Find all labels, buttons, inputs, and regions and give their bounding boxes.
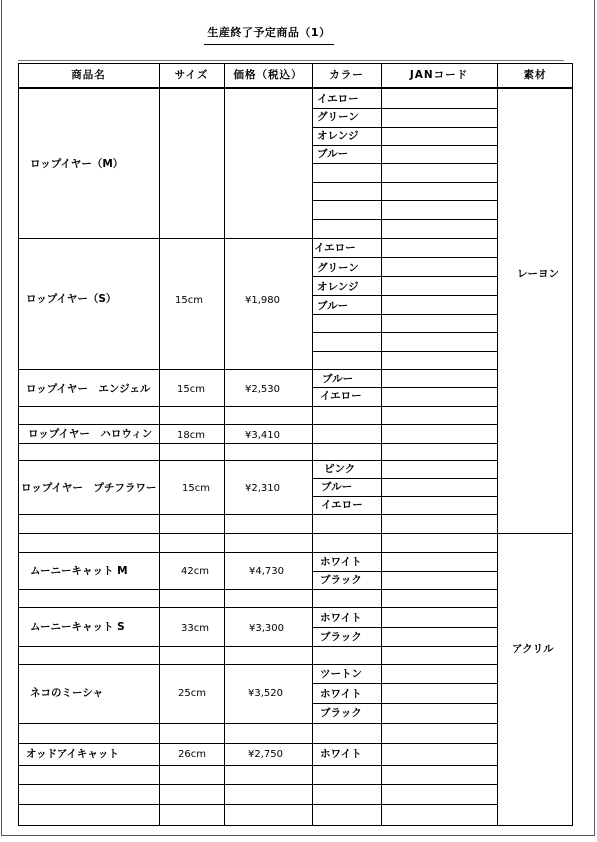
table-border-left bbox=[18, 63, 19, 826]
product-price: ¥3,520 bbox=[248, 688, 283, 699]
header-jan: JANコード bbox=[409, 69, 469, 81]
color-cell: ブルー bbox=[322, 373, 354, 385]
product-size: 26cm bbox=[178, 749, 206, 760]
product-price: ¥4,730 bbox=[249, 566, 284, 577]
row-sep bbox=[18, 723, 497, 724]
product-price: ¥1,980 bbox=[245, 295, 280, 306]
color-cell: グリーン bbox=[317, 111, 359, 123]
product-name: ロップイヤー プチフラワー bbox=[21, 482, 157, 494]
row-sep bbox=[18, 514, 497, 515]
sub-row-line bbox=[312, 257, 497, 258]
row-sep bbox=[18, 369, 497, 370]
header-size: サイズ bbox=[174, 69, 209, 81]
color-cell: オレンジ bbox=[317, 281, 359, 293]
product-size: 18cm bbox=[177, 430, 205, 441]
sub-row-line bbox=[312, 295, 497, 296]
table-border-bottom bbox=[18, 825, 572, 826]
material-acrylic: アクリル bbox=[512, 643, 554, 655]
row-sep bbox=[18, 589, 497, 590]
color-cell: ホワイト bbox=[320, 556, 362, 568]
product-price: ¥2,750 bbox=[248, 749, 283, 760]
sub-row-line bbox=[18, 552, 497, 553]
row-sep bbox=[18, 664, 497, 665]
sub-row-line bbox=[312, 496, 497, 497]
material-rayon: レーヨン bbox=[517, 268, 559, 280]
sub-row-line bbox=[312, 219, 497, 220]
sub-row-line bbox=[312, 276, 497, 277]
table-border-right bbox=[572, 63, 573, 826]
color-cell: ブラック bbox=[320, 631, 362, 643]
sub-row-line bbox=[312, 683, 497, 684]
product-size: 25cm bbox=[178, 688, 206, 699]
sub-row-line bbox=[312, 314, 497, 315]
sub-row-line bbox=[312, 387, 497, 388]
product-name: ムーニーキャット S bbox=[30, 621, 125, 633]
product-size: 33cm bbox=[181, 623, 209, 634]
color-cell: イエロー bbox=[321, 499, 363, 511]
row-sep bbox=[18, 743, 497, 744]
row-sep bbox=[18, 238, 497, 239]
sub-row-line bbox=[312, 478, 497, 479]
sub-row-line bbox=[312, 332, 497, 333]
color-cell: オレンジ bbox=[317, 130, 359, 142]
product-price: ¥2,530 bbox=[245, 384, 280, 395]
sub-row-line bbox=[312, 571, 497, 572]
color-cell: ピンク bbox=[324, 463, 356, 475]
color-cell: ツートン bbox=[320, 668, 362, 680]
sub-row-line bbox=[312, 127, 497, 128]
product-size: 15cm bbox=[175, 295, 203, 306]
sub-row-line bbox=[312, 351, 497, 352]
color-cell: イエロー bbox=[320, 390, 362, 402]
product-name: ムーニーキャット M bbox=[30, 565, 128, 577]
sub-row-line bbox=[312, 145, 497, 146]
col-divider-jan bbox=[381, 63, 382, 826]
sub-row-line bbox=[312, 627, 497, 628]
header-material: 素材 bbox=[523, 69, 547, 81]
color-cell: ブルー bbox=[317, 148, 349, 160]
col-divider-price bbox=[224, 63, 225, 826]
row-sep bbox=[18, 460, 497, 461]
sub-row-line bbox=[312, 108, 497, 109]
row-sep bbox=[18, 406, 497, 407]
header-price: 価格（税込） bbox=[233, 69, 303, 81]
color-cell: ブラック bbox=[320, 574, 362, 586]
color-cell: イエロー bbox=[317, 93, 359, 105]
product-name: ロップイヤー（S） bbox=[26, 293, 117, 305]
color-cell: グリーン bbox=[317, 262, 359, 274]
row-sep bbox=[18, 646, 497, 647]
page-title: 生産終了予定商品（1） bbox=[204, 24, 334, 45]
row-sep bbox=[18, 424, 497, 425]
col-divider-material bbox=[497, 63, 498, 826]
row-sep bbox=[18, 804, 497, 805]
product-name: ロップイヤー エンジェル bbox=[26, 383, 151, 395]
product-name: ロップイヤー ハロウィン bbox=[28, 428, 153, 440]
page-frame bbox=[1, 0, 595, 836]
row-sep-section bbox=[18, 533, 572, 534]
product-size: 15cm bbox=[182, 483, 210, 494]
color-cell: ブルー bbox=[317, 300, 349, 312]
product-price: ¥2,310 bbox=[245, 483, 280, 494]
row-sep bbox=[18, 784, 497, 785]
col-divider-color bbox=[312, 63, 313, 826]
col-divider-size bbox=[159, 63, 160, 826]
sub-row-line bbox=[312, 163, 497, 164]
sub-row-line bbox=[312, 182, 497, 183]
color-cell: ホワイト bbox=[320, 748, 362, 760]
product-name: ネコのミーシャ bbox=[30, 687, 104, 699]
row-sep bbox=[18, 765, 497, 766]
product-size: 15cm bbox=[177, 384, 205, 395]
product-name: オッドアイキャット bbox=[26, 748, 119, 760]
product-price: ¥3,410 bbox=[245, 430, 280, 441]
color-cell: イエロー bbox=[314, 242, 356, 254]
product-price: ¥3,300 bbox=[249, 623, 284, 634]
product-size: 42cm bbox=[181, 566, 209, 577]
table-header bbox=[18, 63, 573, 89]
product-name: ロップイヤー（M） bbox=[30, 158, 124, 170]
sub-row-line bbox=[312, 200, 497, 201]
header-color: カラー bbox=[329, 69, 364, 81]
color-cell: ブラック bbox=[320, 707, 362, 719]
color-cell: ホワイト bbox=[320, 688, 362, 700]
color-cell: ブルー bbox=[321, 481, 353, 493]
header-rule bbox=[18, 60, 564, 61]
sub-row-line bbox=[312, 703, 497, 704]
color-cell: ホワイト bbox=[320, 612, 362, 624]
header-name: 商品名 bbox=[71, 69, 106, 81]
row-sep bbox=[18, 443, 497, 444]
row-sep bbox=[18, 607, 497, 608]
